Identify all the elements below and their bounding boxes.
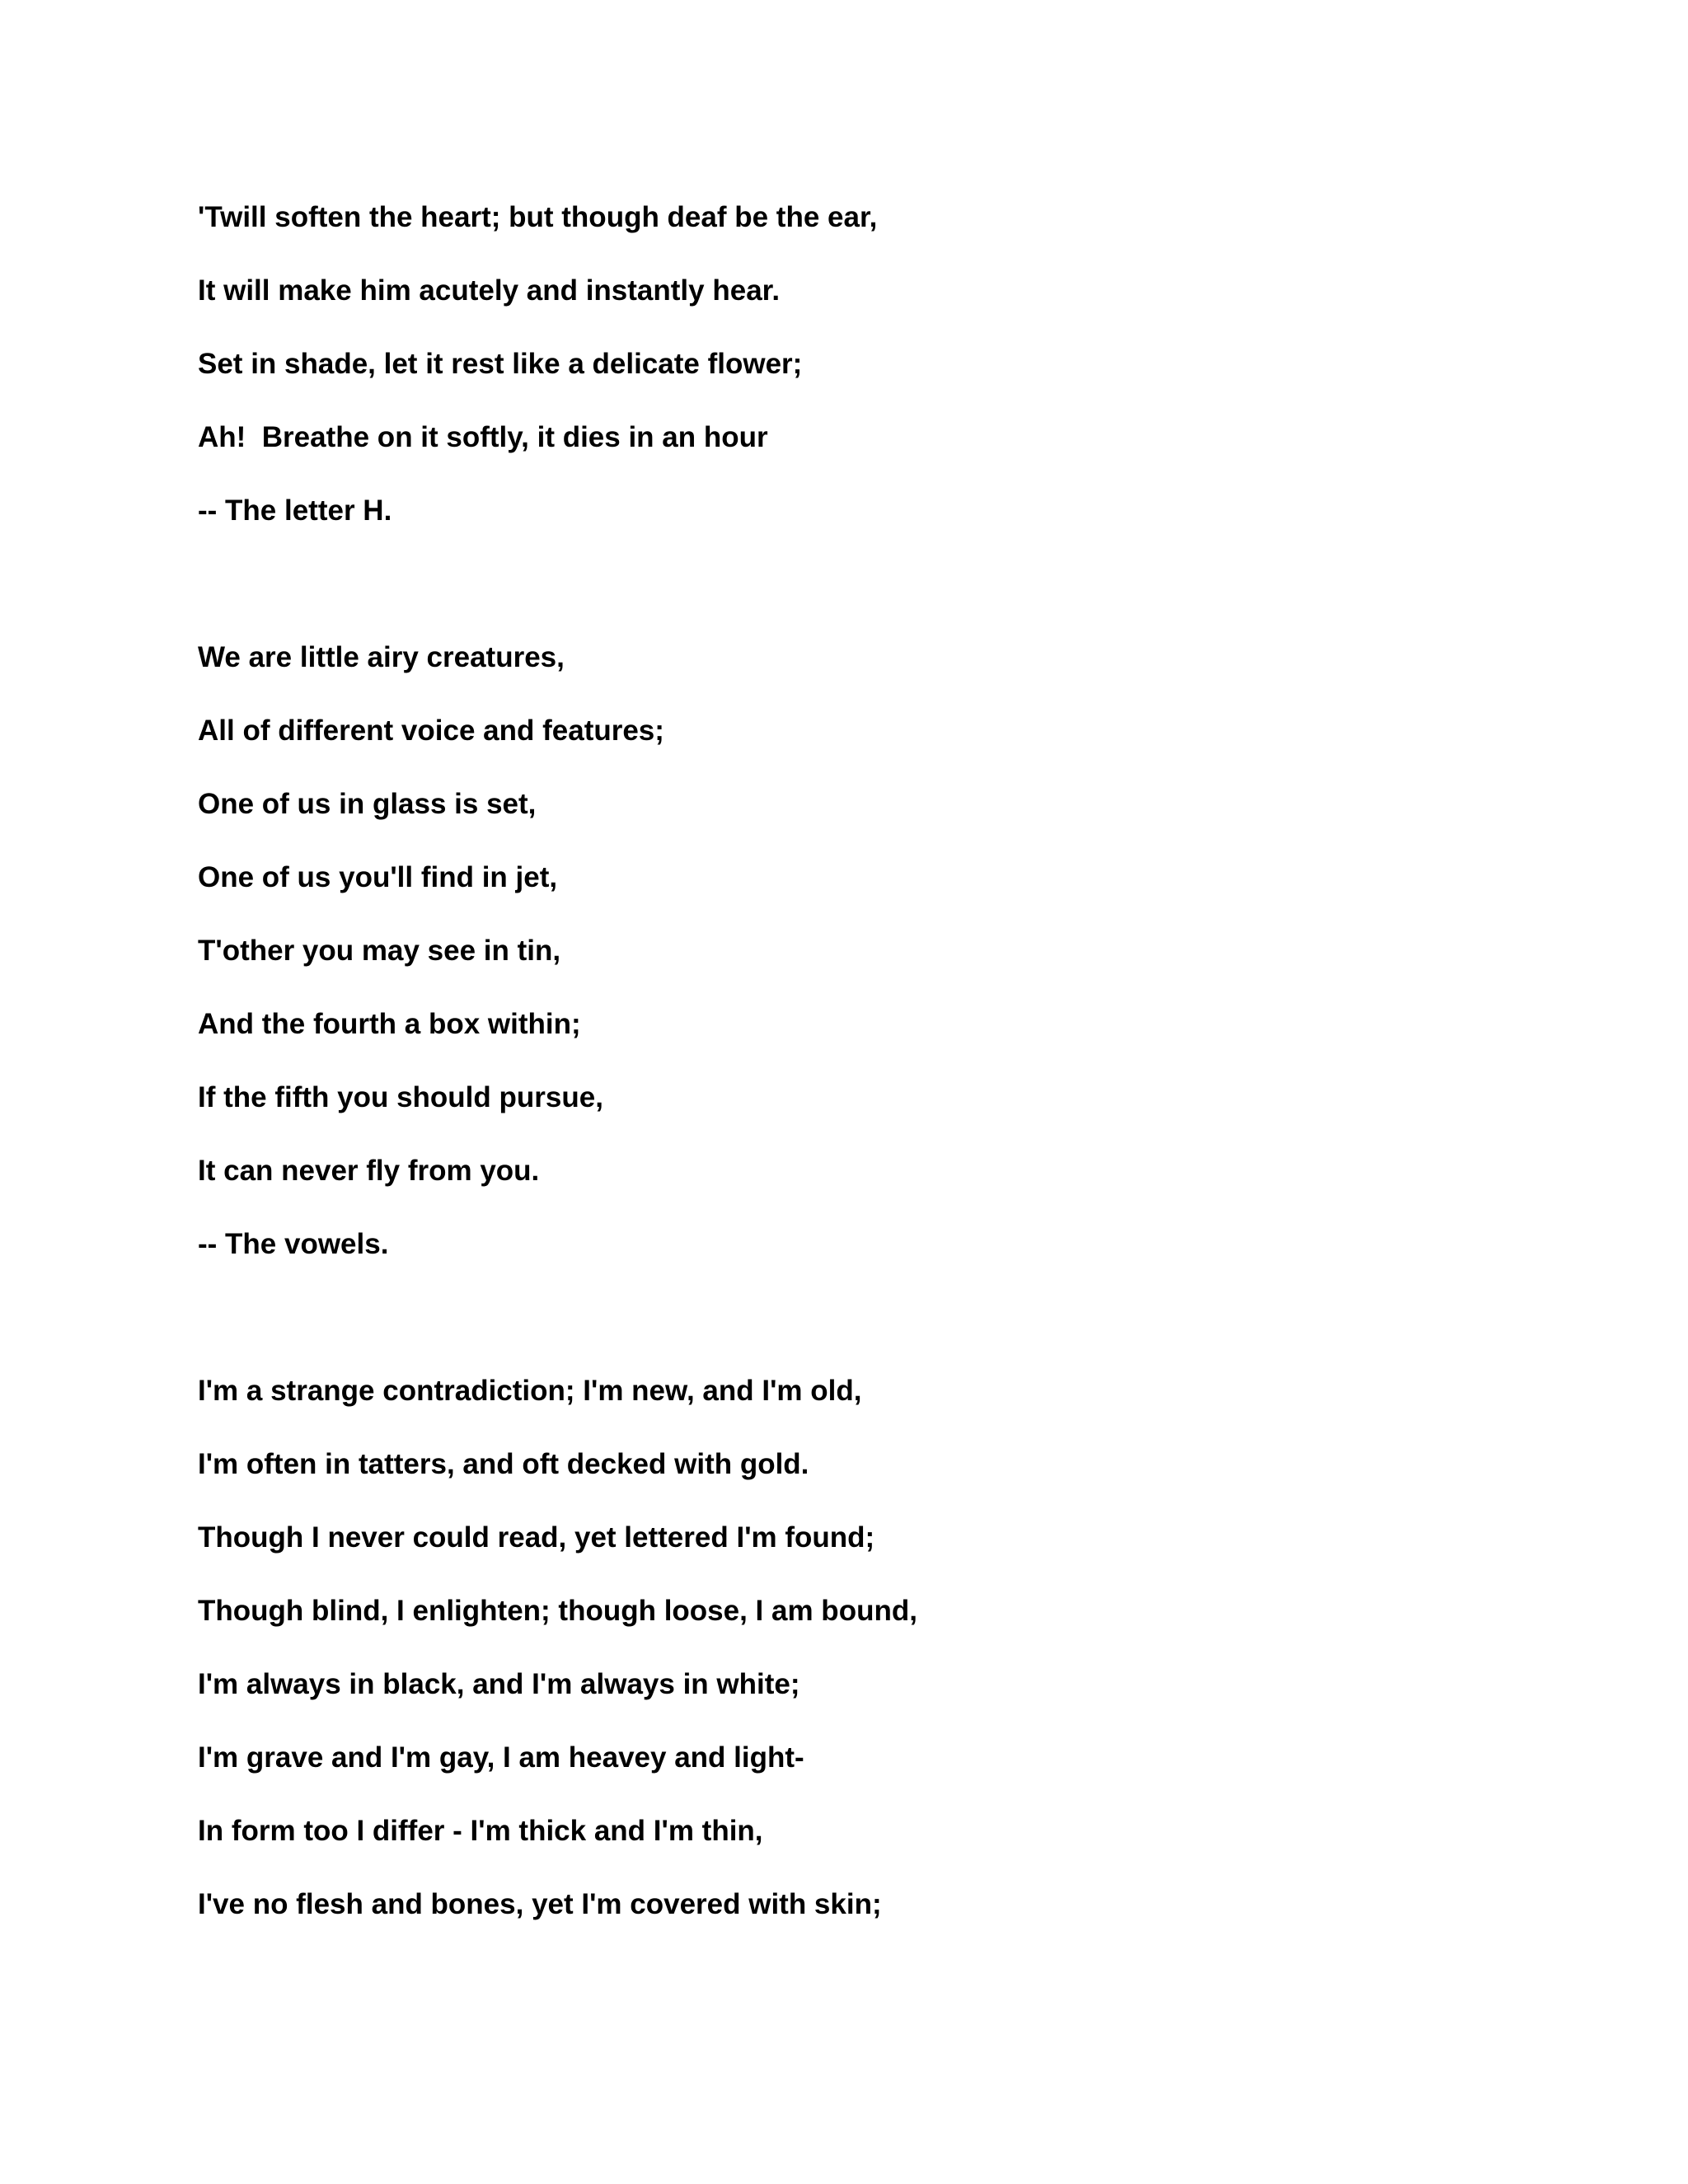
stanza-book: [198, 1369, 1599, 1956]
stanza-line: Set in shade, let it rest like a delicate flower;: [198, 348, 803, 380]
stanza-line: In form too I differ - I'm thick and I'm thin,: [198, 1815, 763, 1847]
stanza-letter-h: [198, 195, 1599, 562]
stanza-line: It can never fly from you.: [198, 1155, 540, 1187]
stanza-line: I've no flesh and bones, yet I'm covered with skin;: [198, 1888, 882, 1920]
stanza-line: T'other you may see in tin,: [198, 935, 561, 967]
stanza-line: I'm a strange contradiction; I'm new, and I'm old,: [198, 1375, 862, 1407]
stanza-line: Though I never could read, yet lettered I'm found;: [198, 1521, 875, 1554]
stanza-line: I'm often in tatters, and oft decked with gold.: [198, 1448, 809, 1480]
stanza-line: I'm grave and I'm gay, I am heavey and light-: [198, 1741, 804, 1774]
stanza-line: We are little airy creatures,: [198, 641, 565, 673]
stanza-line: One of us in glass is set,: [198, 788, 537, 820]
stanza-line: All of different voice and features;: [198, 715, 664, 747]
stanza-line: 'Twill soften the heart; but though deaf be the ear,: [198, 201, 878, 233]
stanza-line: I'm always in black, and I'm always in white;: [198, 1668, 800, 1700]
stanza-answer: -- The vowels.: [198, 1228, 389, 1260]
stanza-line: One of us you'll find in jet,: [198, 861, 558, 893]
stanza-vowels: [198, 635, 1599, 1296]
stanza-line: Though blind, I enlighten; though loose, I am bound,: [198, 1595, 917, 1627]
stanza-line: It will make him acutely and instantly hear.: [198, 274, 781, 307]
stanza-answer: -- The letter H.: [198, 494, 392, 527]
stanza-line: Ah! Breathe on it softly, it dies in an hour: [198, 421, 768, 453]
riddle-text: [198, 195, 1599, 1956]
stanza-line: And the fourth a box within;: [198, 1008, 581, 1040]
stanza-line: If the fifth you should pursue,: [198, 1081, 603, 1113]
